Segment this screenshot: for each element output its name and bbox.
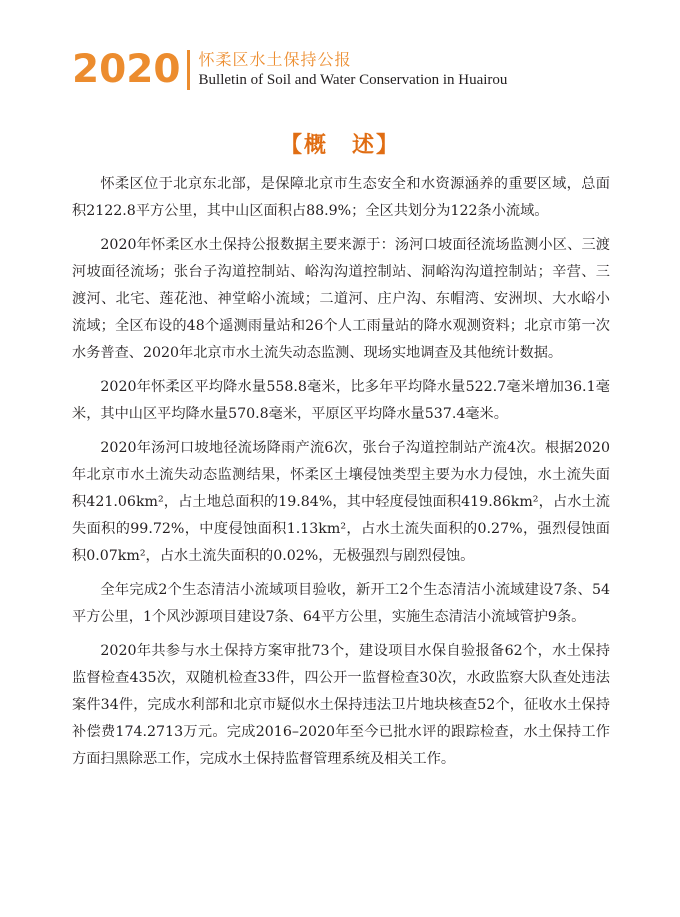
paragraph-data-sources: 2020年怀柔区水土保持公报数据主要来源于：汤河口坡面径流场监测小区、三渡河坡面径流场；张台子沟道控制站、峪沟沟道控制站、洞峪沟沟道控制站；辛营、三渡河、北宅、莲花池、神堂峪小流域；二道河、庄户沟、东帽湾、安洲坝、大水峪小流域；全区布设的48个遥测雨量站和26个人工雨量站的降水观测资料；北京市第一次水务普查、2020年北京市水土流失动态监测、现场实地调查及其他统计数据。 xyxy=(72,237,610,361)
header-divider xyxy=(187,50,190,90)
bulletin-title-chinese: 怀柔区水土保持公报 xyxy=(198,49,352,69)
overview-body xyxy=(72,171,610,780)
bulletin-header xyxy=(72,46,507,94)
paragraph-precipitation: 2020年怀柔区平均降水量558.8毫米，比多年平均降水量522.7毫米增加36.1毫米，其中山区平均降水量570.8毫米，平原区平均降水量537.4毫米。 xyxy=(72,379,610,422)
section-title-overview: 【概 述】 xyxy=(279,133,400,158)
paragraph-soil-erosion: 2020年汤河口坡地径流场降雨产流6次，张台子沟道控制站产流4次。根据2020年北京市水土流失动态监测结果，怀柔区土壤侵蚀类型主要为水力侵蚀，水土流失面积421.06km²，占土地总面积的19.84%，其中轻度侵蚀面积419.86km²，占水土流失面积的99.72%，中度侵蚀面积1.13km²，占水土流失面积的0.27%，强烈侵蚀面积0.07km²，占水土流失面积的0.02%，无极强烈与剧烈侵蚀。 xyxy=(72,440,610,564)
year-label: 2020 xyxy=(72,47,181,92)
paragraph-location: 怀柔区位于北京东北部，是保障北京市生态安全和水资源涵养的重要区域，总面积2122.8平方公里，其中山区面积占88.9%；全区共划分为122条小流域。 xyxy=(72,176,610,219)
paragraph-watershed-projects: 全年完成2个生态清洁小流域项目验收，新开工2个生态清洁小流域建设7条、54平方公里，1个风沙源项目建设7条、64平方公里，实施生态清洁小流域管护9条。 xyxy=(72,582,610,625)
header-titles xyxy=(199,51,508,90)
paragraph-supervision: 2020年共参与水土保持方案审批73个，建设项目水保自验报备62个，水土保持监督检查435次，双随机检查33件，四公开一监督检查30次，水政监察大队查处违法案件34件，完成水利部和北京市疑似水土保持违法卫片地块核查52个，征收水土保持补偿费174.2713万元。完成2016–2020年至今已批水评的跟踪检查，水土保持工作方面扫黑除恶工作，完成水土保持监督管理系统及相关工作。 xyxy=(72,643,610,767)
bulletin-title-english: Bulletin of Soil and Water Conservation in Huairou xyxy=(198,72,508,89)
